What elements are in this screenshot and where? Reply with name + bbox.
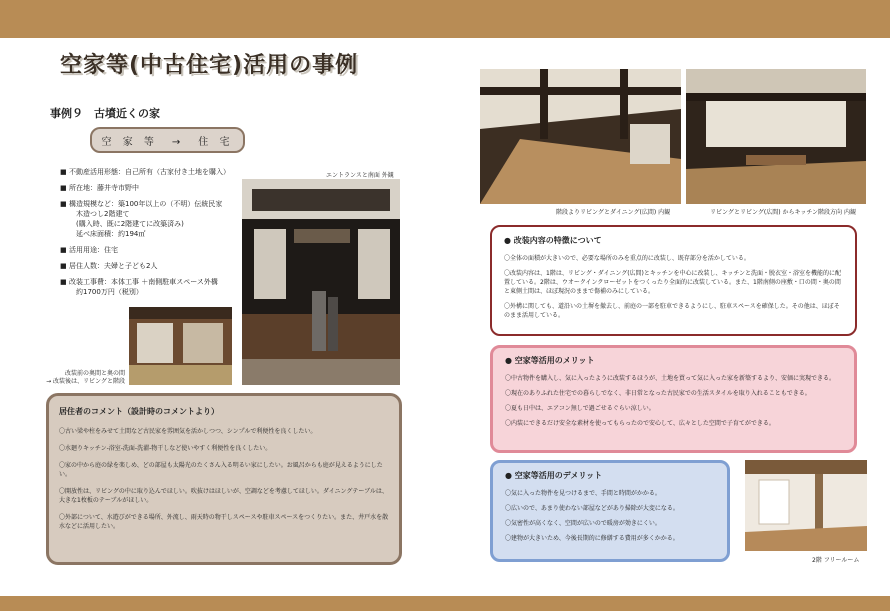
entrance-photo <box>242 179 400 385</box>
caption-before: 改装前の奥間と奥の間 → 改装後は、リビングと階段 <box>46 370 125 385</box>
merits-box <box>490 345 857 453</box>
caption-free-room: 2階 フリールーム <box>812 557 860 564</box>
features-paragraph: 〇全体の面積が大きいので、必要な場所のみを重点的に改装し、既存部分を活かしている。 <box>504 255 750 262</box>
free-room-photo <box>745 460 867 551</box>
case-heading: 事例９ 古墳近くの家 <box>50 107 160 120</box>
square-bullet-icon: ■ <box>60 184 67 192</box>
spec-line: 活用用途：住宅 <box>69 246 118 254</box>
caption-entrance: エントランスと南面 外観 <box>326 172 394 179</box>
spec-line: 居住人数：夫婦と子ども2人 <box>69 262 158 270</box>
comment-paragraph: 〇家の中から庭の緑を楽しめ、どの部屋も太陽光のたくさん入る明るい家にしたい。お風呂からも庭が見えるようにしたい。 <box>59 462 383 478</box>
merits-paragraph: 〇現在のありふれた住宅での暮らしでなく、非日常となった古民家での生活スタイルを取り入れることもできる。 <box>505 390 811 397</box>
entrance-illustration <box>242 179 400 385</box>
spec-item <box>60 167 240 177</box>
spec-line: 改装工事費：本体工事 ＋南側駐車スペース外構 <box>69 278 218 286</box>
page-title: 空家等(中古住宅)活用の事例 <box>60 53 359 78</box>
demerits-paragraph: 〇気に入った物件を見つけるまで、手間と時間がかかる。 <box>505 490 661 497</box>
merits-paragraph: 〇中古物件を購入し、気に入ったように改装するほうが、土地を買って気に入った家を新築するより、安価に実現できる。 <box>505 375 836 382</box>
spec-item <box>60 199 240 239</box>
merits-paragraph: 〇内装にできるだけ安全な素材を使ってもらったので安心して、広々とした空間で子育てができる。 <box>505 420 775 427</box>
spec-line: 所在地：藤井寺市野中 <box>69 184 139 192</box>
square-bullet-icon: ■ <box>60 262 67 270</box>
comment-paragraph: 〇開放性は、リビングの中に取り込んでほしい。吹抜けはほしいが、空調などを考慮してほしい。ダイニングテーブルは、大きな1枚板のテーブルがほしい。 <box>59 488 388 504</box>
spec-line: 不動産活用形態：自己所有（古家付き土地を購入） <box>69 168 230 176</box>
spec-line: 延べ床面積：約194㎡ <box>69 230 146 238</box>
spec-item <box>60 261 240 271</box>
spec-line: 構造規模など：築100年以上の（不明）伝統民家 <box>69 200 223 208</box>
features-title: ● 改装内容の特徴について <box>504 236 602 245</box>
demerits-box <box>490 460 730 562</box>
merits-paragraph: 〇夏も日中は、エアコン無しで過ごせるぐらい涼しい。 <box>505 405 655 412</box>
square-bullet-icon: ■ <box>60 278 67 286</box>
caption-living2: リビングとリビング(広間) からキッチン階段方向 内観 <box>710 209 856 216</box>
living-kitchen-photo <box>686 69 866 204</box>
top-band <box>0 0 890 38</box>
spec-item <box>60 245 240 255</box>
demerits-paragraph: 〇建物が大きいため、今後長期的に修繕する費用が多くかかる。 <box>505 535 679 542</box>
demerits-paragraph: 〇気密性が高くなく、空間が広いので暖房が効きにくい。 <box>505 520 661 527</box>
merits-title: ● 空家等活用のメリット <box>505 356 595 365</box>
before-photo <box>129 307 232 385</box>
living-dining-photo <box>480 69 681 204</box>
square-bullet-icon: ■ <box>60 246 67 254</box>
features-box <box>490 225 857 336</box>
spec-line: 約1700万円（税別） <box>69 288 143 296</box>
spec-list <box>60 167 240 303</box>
square-bullet-icon: ■ <box>60 168 67 176</box>
features-paragraph: 〇改装内容は、1階は、リビング・ダイニング(広間)とキッチンを中心に改装し、キッチンと洗面・脱衣室・浴室を機能的に配置している。2階は、ウオークインクローゼットをつくったり全面的に改装している。また、1階南側の座敷・口の間・奥の間と東側土間は、ほぼ現況のままで傷補のみにしている。 <box>504 270 842 295</box>
comment-paragraph: 〇外部について、水遊びができる場所、外流し、雨天時の物干しスペースや駐車スペースをつくりたい。また、井戸水を散水などに活用したい。 <box>59 514 389 530</box>
spec-item <box>60 277 240 297</box>
demerits-title: ● 空家等活用のデメリット <box>505 471 603 480</box>
spec-item <box>60 183 240 193</box>
spec-line: (購入時、既に2階建てに改築済み) <box>69 220 184 228</box>
living-kitchen-illustration <box>686 69 866 204</box>
before-illustration <box>129 307 232 385</box>
caption-living1: 階段よりリビングとダイニング(広間) 内観 <box>556 209 671 216</box>
free-room-illustration <box>745 460 867 551</box>
demerits-paragraph: 〇広いので、あまり使わない部屋などがあり掃除が大変になる。 <box>505 505 679 512</box>
living-dining-illustration <box>480 69 681 204</box>
comment-paragraph: 〇古い梁や柱をみせて土間など古民家を雰囲気を活かしつつ、シンプルで利便性を良くしたい。 <box>59 428 317 435</box>
conversion-badge: 空 家 等 → 住 宅 <box>90 127 245 153</box>
features-paragraph: 〇外構に関しても、道沿いの土塀を撤去し、前庭の一部を駐車できるようにし、駐車スペースを確保した。その他は、ほぼそのまま活用している。 <box>504 303 840 319</box>
bottom-band <box>0 596 890 611</box>
resident-comment-box <box>46 393 402 565</box>
square-bullet-icon: ■ <box>60 200 67 208</box>
comment-paragraph: 〇水廻りキッチン-浴室-洗面-洗濯-物干しなど使いやすく利便性を良くしたい。 <box>59 445 272 452</box>
spec-line: 木造つし2階建て <box>69 210 130 218</box>
comment-title: 居住者のコメント（設計時のコメントより） <box>59 407 219 416</box>
